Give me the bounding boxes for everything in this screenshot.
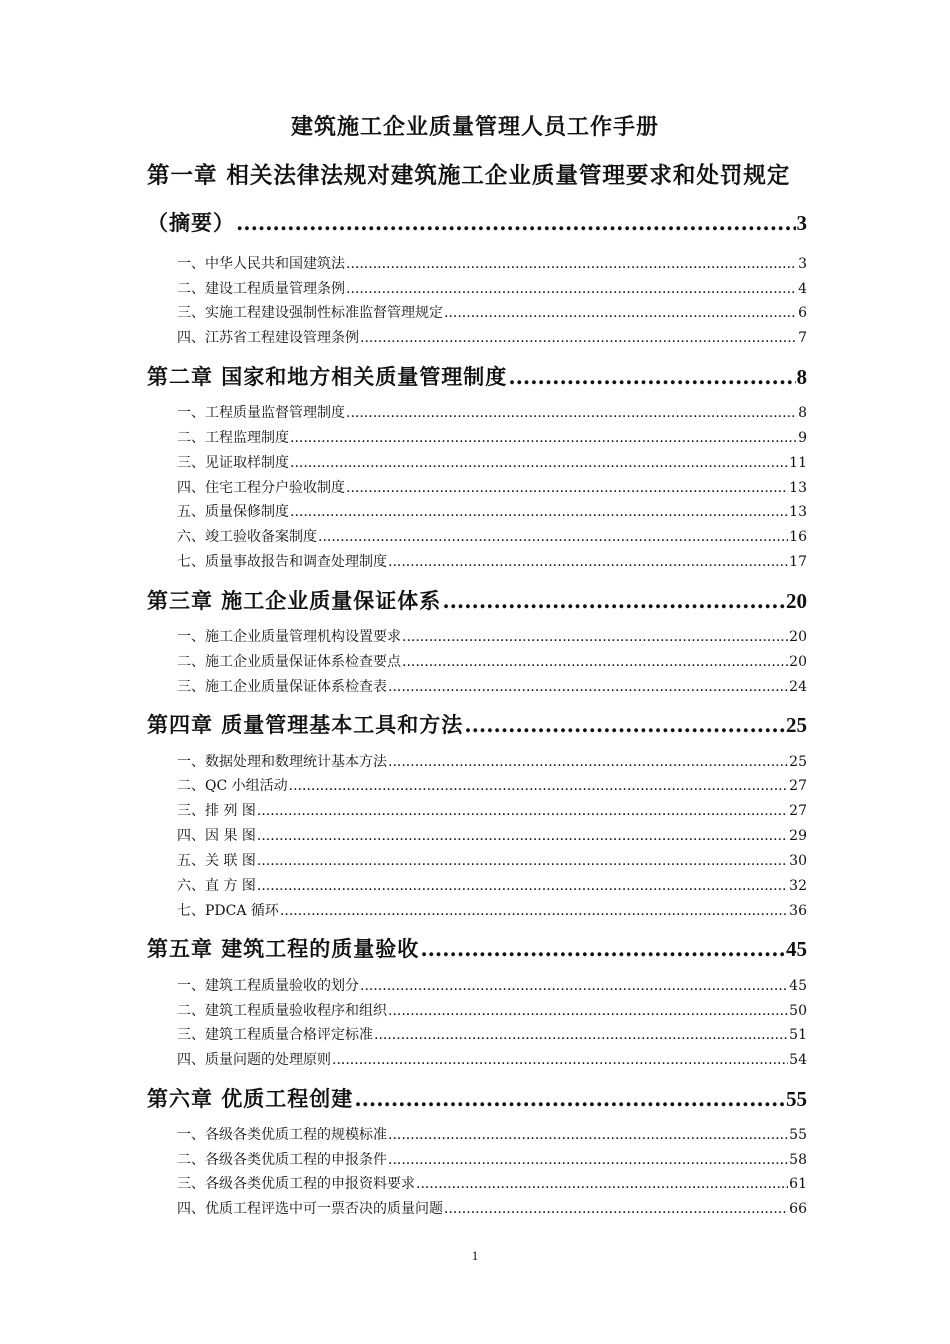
document-title: 建筑施工企业质量管理人员工作手册 <box>290 114 659 140</box>
toc-dot-leader <box>346 480 788 496</box>
toc-item[interactable] <box>177 800 807 820</box>
toc-item-label: 一、建筑工程质量验收的划分 <box>177 978 359 994</box>
toc-item[interactable] <box>177 825 807 845</box>
toc-page-number: 17 <box>789 554 807 570</box>
toc-dot-leader <box>444 305 797 321</box>
toc-chapter-1[interactable] <box>147 207 807 237</box>
toc-item-label: 四、江苏省工程建设管理条例 <box>177 330 359 346</box>
toc-page-number: 30 <box>789 853 807 869</box>
toc-item-label: 三、见证取样制度 <box>177 455 289 471</box>
toc-page-number: 3 <box>798 256 807 272</box>
toc-dot-leader <box>388 554 788 570</box>
toc-item-label: 六、竣工验收备案制度 <box>177 529 317 545</box>
toc-dot-leader <box>236 210 796 235</box>
toc-chapter-2[interactable] <box>147 361 807 391</box>
toc-page-number: 13 <box>789 480 807 496</box>
toc-item-label: 一、中华人民共和国建筑法 <box>177 256 345 272</box>
toc-chapter-1-title[interactable]: 第一章 相关法律法规对建筑施工企业质量管理要求和处罚规定 <box>147 163 791 189</box>
toc-page-number: 32 <box>789 878 807 894</box>
toc-item[interactable] <box>177 900 807 920</box>
toc-page-number: 58 <box>789 1152 807 1168</box>
toc-item[interactable] <box>177 452 807 472</box>
toc-item[interactable] <box>177 850 807 870</box>
toc-item-label: 二、施工企业质量保证体系检查要点 <box>177 654 401 670</box>
toc-page-number: 54 <box>789 1052 807 1068</box>
toc-item[interactable] <box>177 1000 807 1020</box>
toc-page-number: 4 <box>798 281 807 297</box>
toc-dot-leader <box>290 430 797 446</box>
toc-page-number: 20 <box>789 629 807 645</box>
toc-page-number: 45 <box>789 978 807 994</box>
toc-dot-leader <box>290 504 788 520</box>
toc-item-label: 五、质量保修制度 <box>177 504 289 520</box>
toc-item-label: 二、建筑工程质量验收程序和组织 <box>177 1003 387 1019</box>
toc-item[interactable] <box>177 1198 807 1218</box>
toc-dot-leader <box>289 778 789 794</box>
toc-page-number: 36 <box>789 903 807 919</box>
toc-dot-leader <box>464 712 785 737</box>
toc-dot-leader <box>346 405 797 421</box>
toc-page-number: 27 <box>789 778 807 794</box>
toc-item-label: 三、实施工程建设强制性标准监督管理规定 <box>177 305 443 321</box>
toc-item-label: 四、因 果 图 <box>177 828 256 844</box>
toc-item[interactable] <box>177 1024 807 1044</box>
toc-dot-leader <box>402 629 788 645</box>
toc-dot-leader <box>257 878 788 894</box>
toc-page-number: 7 <box>798 330 807 346</box>
toc-page-number: 20 <box>786 589 807 613</box>
toc-item-label: 三、各级各类优质工程的申报资料要求 <box>177 1176 415 1192</box>
toc-item-label: 七、质量事故报告和调查处理制度 <box>177 554 387 570</box>
toc-item-label: 五、关 联 图 <box>177 853 256 869</box>
toc-dot-leader <box>420 936 785 961</box>
toc-page-number: 55 <box>786 1087 807 1111</box>
toc-chapter-3[interactable] <box>147 585 807 615</box>
toc-item[interactable] <box>177 751 807 771</box>
toc-item-label: 一、工程质量监督管理制度 <box>177 405 345 421</box>
toc-page-number: 24 <box>789 679 807 695</box>
toc-page-number: 16 <box>789 529 807 545</box>
toc-chapter-label: 第六章 优质工程创建 <box>147 1086 354 1111</box>
toc-dot-leader <box>280 903 788 919</box>
toc-item-label: 一、各级各类优质工程的规模标准 <box>177 1127 387 1143</box>
toc-item[interactable] <box>177 402 807 422</box>
toc-page-number: 27 <box>789 803 807 819</box>
toc-page-number: 66 <box>789 1201 807 1217</box>
toc-page-number: 6 <box>798 305 807 321</box>
toc-page-number: 55 <box>789 1127 807 1143</box>
toc-chapter-label: 第五章 建筑工程的质量验收 <box>147 936 420 961</box>
toc-chapter-label: 第二章 国家和地方相关质量管理制度 <box>147 364 508 389</box>
toc-dot-leader <box>508 364 795 389</box>
toc-chapter-5[interactable] <box>147 933 807 963</box>
toc-page-number: 45 <box>786 937 807 961</box>
toc-dot-leader <box>402 654 788 670</box>
toc-item-label: 一、数据处理和数理统计基本方法 <box>177 754 387 770</box>
toc-dot-leader <box>257 828 788 844</box>
toc-item[interactable] <box>177 327 807 347</box>
toc-page-number: 20 <box>789 654 807 670</box>
toc-item-label: 六、直 方 图 <box>177 878 256 894</box>
toc-page-number: 29 <box>789 828 807 844</box>
toc-dot-leader <box>360 330 797 346</box>
toc-dot-leader <box>388 679 788 695</box>
toc-item-label: 二、各级各类优质工程的申报条件 <box>177 1152 387 1168</box>
toc-dot-leader <box>374 1027 788 1043</box>
toc-dot-leader <box>354 1086 785 1111</box>
toc-page-number: 8 <box>798 405 807 421</box>
toc-dot-leader <box>416 1176 788 1192</box>
toc-item[interactable] <box>177 775 807 795</box>
toc-item[interactable] <box>177 551 807 571</box>
toc-dot-leader <box>290 455 788 471</box>
toc-item[interactable] <box>177 975 807 995</box>
toc-dot-leader <box>388 1127 788 1143</box>
toc-item-label: 三、施工企业质量保证体系检查表 <box>177 679 387 695</box>
toc-item-label: 一、施工企业质量管理机构设置要求 <box>177 629 401 645</box>
toc-item[interactable] <box>177 526 807 546</box>
toc-dot-leader <box>388 754 788 770</box>
toc-item-label: 四、住宅工程分户验收制度 <box>177 480 345 496</box>
toc-item[interactable] <box>177 676 807 696</box>
toc-dot-leader <box>318 529 788 545</box>
toc-item[interactable] <box>177 1149 807 1169</box>
toc-item[interactable] <box>177 1049 807 1069</box>
toc-item-label: 二、QC 小组活动 <box>177 778 288 794</box>
toc-dot-leader <box>332 1052 788 1068</box>
toc-chapter-label: （摘要） <box>147 210 235 235</box>
toc-item-label: 三、建筑工程质量合格评定标准 <box>177 1027 373 1043</box>
toc-item[interactable] <box>177 302 807 322</box>
toc-item[interactable] <box>177 501 807 521</box>
toc-page-number: 3 <box>796 211 807 235</box>
toc-chapter-4[interactable] <box>147 709 807 739</box>
toc-page-number: 11 <box>789 455 807 471</box>
toc-page-number: 25 <box>789 754 807 770</box>
page-number: 1 <box>471 1248 479 1263</box>
toc-page-number: 61 <box>789 1176 807 1192</box>
toc-page-number: 51 <box>789 1027 807 1043</box>
toc-page-number: 13 <box>789 504 807 520</box>
toc-item[interactable] <box>177 477 807 497</box>
toc-dot-leader <box>442 588 785 613</box>
toc-item[interactable] <box>177 875 807 895</box>
toc-dot-leader <box>257 853 788 869</box>
toc-dot-leader <box>346 281 797 297</box>
toc-item-label: 二、工程监理制度 <box>177 430 289 446</box>
toc-page-number: 8 <box>796 365 807 389</box>
toc-item[interactable] <box>177 626 807 646</box>
toc-dot-leader <box>360 978 788 994</box>
toc-item[interactable] <box>177 1124 807 1144</box>
toc-dot-leader <box>388 1003 788 1019</box>
toc-page-number: 25 <box>786 713 807 737</box>
toc-item-label: 二、建设工程质量管理条例 <box>177 281 345 297</box>
toc-item[interactable] <box>177 253 807 273</box>
toc-item-label: 七、PDCA 循环 <box>177 903 279 919</box>
toc-item[interactable] <box>177 651 807 671</box>
toc-item[interactable] <box>177 278 807 298</box>
toc-page-number: 50 <box>789 1003 807 1019</box>
toc-item[interactable] <box>177 1173 807 1193</box>
toc-item[interactable] <box>177 427 807 447</box>
toc-dot-leader <box>257 803 788 819</box>
toc-dot-leader <box>388 1152 788 1168</box>
toc-dot-leader <box>444 1201 788 1217</box>
toc-chapter-label: 第三章 施工企业质量保证体系 <box>147 588 442 613</box>
toc-item-label: 四、质量问题的处理原则 <box>177 1052 331 1068</box>
toc-chapter-label: 第四章 质量管理基本工具和方法 <box>147 712 464 737</box>
toc-item-label: 三、排 列 图 <box>177 803 256 819</box>
toc-page-number: 9 <box>798 430 807 446</box>
toc-item-label: 四、优质工程评选中可一票否决的质量问题 <box>177 1201 443 1217</box>
toc-chapter-6[interactable] <box>147 1083 807 1113</box>
toc-dot-leader <box>346 256 797 272</box>
